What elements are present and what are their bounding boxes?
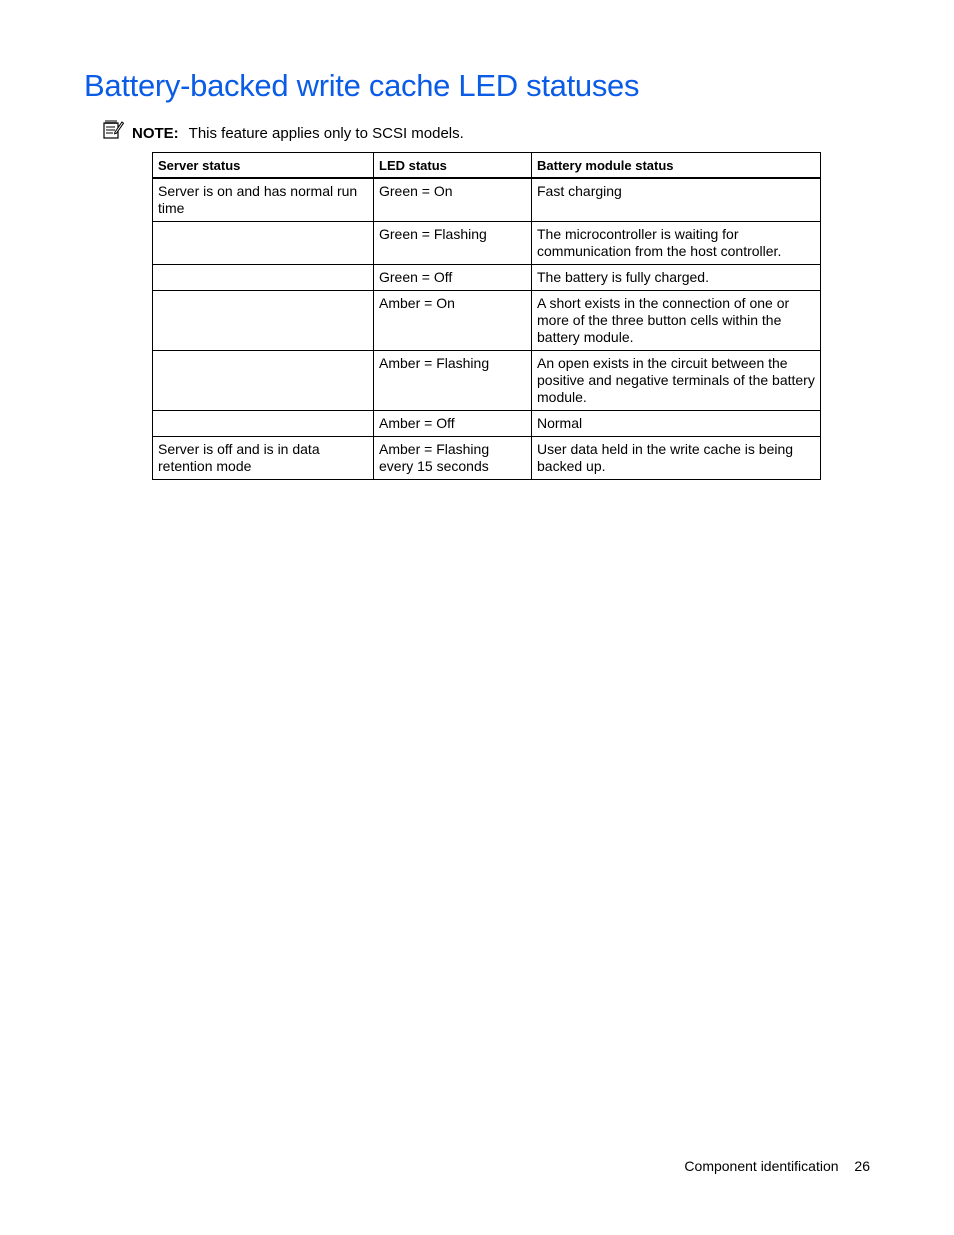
cell-server-status [153,222,374,265]
cell-server-status [153,265,374,291]
cell-server-status [153,291,374,351]
header-server-status: Server status [153,153,374,179]
table-header-row [153,153,821,179]
table-row [153,222,821,265]
cell-battery-status: A short exists in the connection of one or more of the three button cells within the battery module. [532,291,821,351]
page-footer [684,1158,870,1174]
table-row [153,351,821,411]
cell-server-status: Server is on and has normal run time [153,178,374,222]
cell-battery-status: Fast charging [532,178,821,222]
footer-section-title: Component identification [684,1158,839,1174]
cell-led-status: Amber = Flashing [374,351,532,411]
page-title: Battery-backed write cache LED statuses [84,68,640,103]
table-row [153,437,821,480]
header-led-status: LED status [374,153,532,179]
cell-led-status: Amber = Flashing every 15 seconds [374,437,532,480]
table-row [153,411,821,437]
cell-led-status: Green = Off [374,265,532,291]
header-battery-module-status: Battery module status [532,153,821,179]
cell-battery-status: User data held in the write cache is being backed up. [532,437,821,480]
cell-server-status: Server is off and is in data retention mode [153,437,374,480]
table-row [153,291,821,351]
cell-led-status: Green = Flashing [374,222,532,265]
page-number: 26 [854,1158,870,1174]
cell-battery-status: Normal [532,411,821,437]
cell-led-status: Amber = On [374,291,532,351]
cell-server-status [153,411,374,437]
note-label: NOTE: [132,124,179,142]
cell-battery-status: The microcontroller is waiting for communication from the host controller. [532,222,821,265]
note-icon [102,118,124,140]
note-text: This feature applies only to SCSI models. [188,124,464,142]
cell-server-status [153,351,374,411]
table-row [153,265,821,291]
cell-led-status: Green = On [374,178,532,222]
note [102,121,464,145]
cell-led-status: Amber = Off [374,411,532,437]
cell-battery-status: The battery is fully charged. [532,265,821,291]
cell-battery-status: An open exists in the circuit between the positive and negative terminals of the battery module. [532,351,821,411]
led-status-table [152,152,821,480]
table-row [153,178,821,222]
